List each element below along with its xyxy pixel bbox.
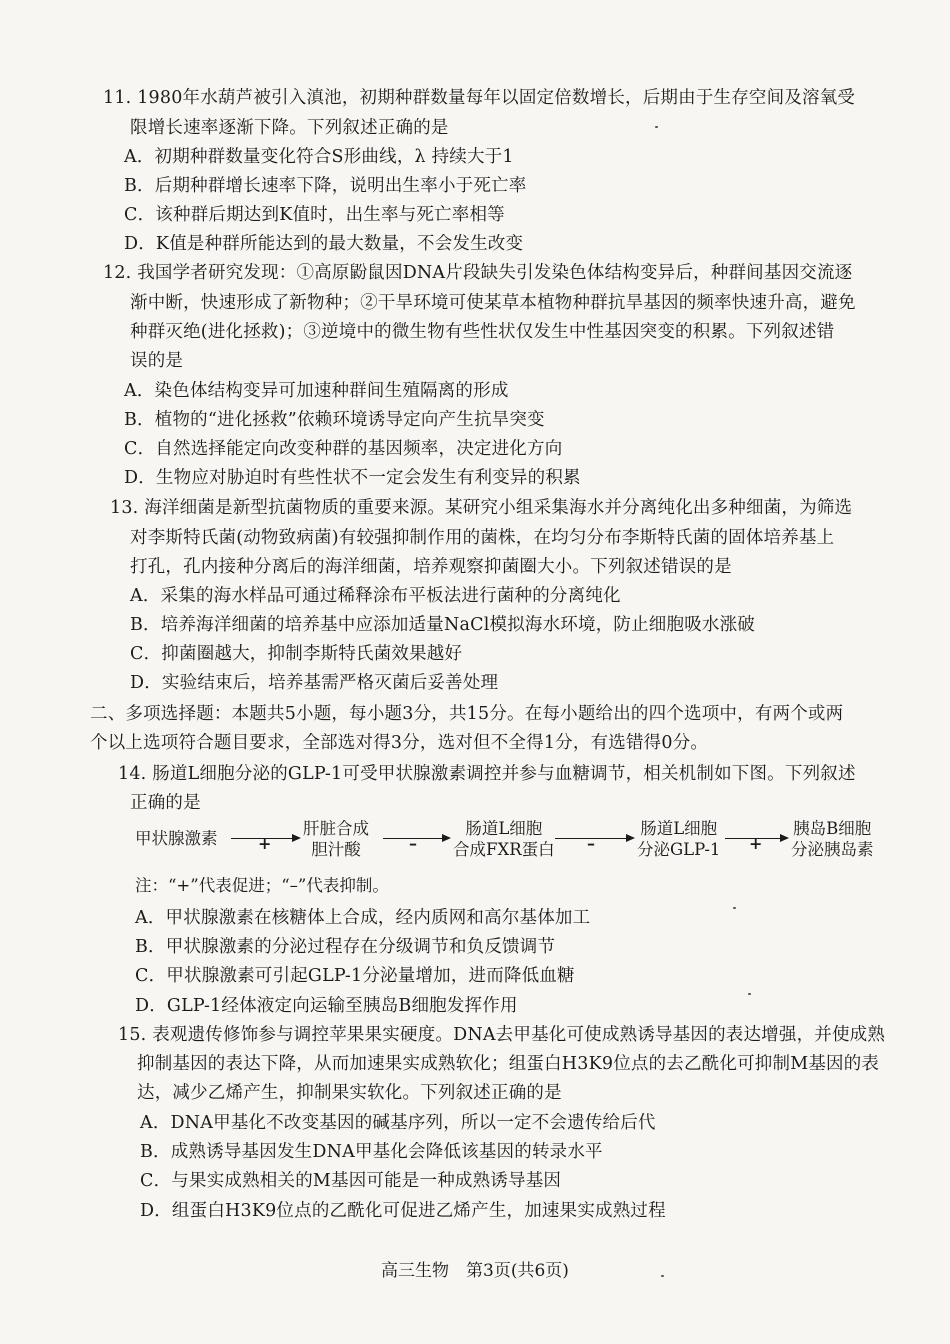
q12-option-b: B．植物的“进化拯救”依赖环境诱导定向产生抗旱突变 [124, 410, 545, 430]
section2-heading-line1: 二、多项选择题：本题共5小题，每小题3分，共15分。在每小题给出的四个选项中，有两个或两 [90, 704, 844, 724]
q11-option-a: A．初期种群数量变化符合S形曲线，λ 持续大于1 [124, 147, 514, 167]
diagram-node-l-cell-glp1 [637, 818, 720, 860]
diagram-sign: + [749, 834, 763, 853]
diagram-node-thyroid-hormone [135, 828, 218, 849]
q15-option-b: B．成熟诱导基因发生DNA甲基化会降低该基因的转录水平 [140, 1142, 603, 1162]
section2-heading-line2: 个以上选项符合题目要求，全部选对得3分，选对但不全得1分，有选错得0分。 [90, 733, 709, 753]
q13-option-c: C．抑菌圈越大，抑制李斯特氏菌效果越好 [130, 644, 463, 664]
q12-option-c: C．自然选择能定向改变种群的基因频率，决定进化方向 [124, 439, 563, 459]
diagram-sign: – [587, 834, 595, 853]
q11-stem-line1: 11. 1980年水葫芦被引入滇池，初期种群数量每年以固定倍数增长，后期由于生存空间及溶氧受 [103, 88, 856, 108]
diagram-arrow-inhibit [383, 834, 449, 853]
q13-option-a: A．采集的海水样品可通过稀释涂布平板法进行菌种的分离纯化 [130, 586, 621, 606]
q15-stem-line1: 15. 表观遗传修饰参与调控苹果果实硬度。DNA去甲基化可使成熟诱导基因的表达增强，并使成熟 [118, 1025, 886, 1045]
diagram-node-label: 肠道L细胞 [640, 819, 718, 838]
q13-stem-line1: 13. 海洋细菌是新型抗菌物质的重要来源。某研究小组采集海水并分离纯化出多种细菌，为筛选 [110, 498, 853, 518]
scan-speck [655, 126, 658, 128]
diagram-node-sublabel: 合成FXR蛋白 [453, 840, 555, 859]
q12-stem-line2: 渐中断，快速形成了新物种；②干旱环境可使某草本植物种群抗旱基因的频率快速升高，避免 [130, 293, 856, 313]
q13-stem-line2: 对李斯特氏菌(动物致病菌)有较强抑制作用的菌株，在均匀分布李斯特氏菌的固体培养基上 [130, 528, 835, 548]
q15-stem-line3: 达，减少乙烯产生，抑制果实软化。下列叙述正确的是 [137, 1083, 562, 1103]
q14-option-d: D．GLP-1经体液定向运输至胰岛B细胞发挥作用 [135, 996, 518, 1016]
diagram-node-sublabel: 分泌胰岛素 [791, 840, 874, 859]
diagram-node-label: 甲状腺激素 [135, 829, 218, 848]
diagram-node-sublabel: 胆汁酸 [311, 840, 361, 859]
q14-option-a: A．甲状腺激素在核糖体上合成，经内质网和高尔基体加工 [135, 908, 591, 928]
q14-option-b: B．甲状腺激素的分泌过程存在分级调节和负反馈调节 [135, 937, 556, 957]
q12-stem-line4: 误的是 [130, 351, 184, 371]
q13-option-b: B．培养海洋细菌的培养基中应添加适量NaCl模拟海水环境，防止细胞吸水涨破 [130, 615, 755, 635]
diagram-node-l-cell-fxr [453, 818, 555, 860]
diagram-node-label: 肝脏合成 [303, 819, 369, 838]
q12-option-a: A．染色体结构变异可加速种群间生殖隔离的形成 [124, 381, 509, 401]
diagram-node-liver-bile-acid [303, 818, 369, 860]
scan-speck [733, 907, 736, 909]
diagram-sign: + [258, 834, 272, 853]
q14-stem-line1: 14. 肠道L细胞分泌的GLP-1可受甲状腺激素调控并参与血糖调节，相关机制如下图。下列叙述 [118, 764, 856, 784]
regulation-flow-diagram [135, 818, 895, 868]
page-footer: 高三生物 第3页(共6页) [381, 1261, 569, 1281]
q13-option-d: D．实验结束后，培养基需严格灭菌后妥善处理 [130, 673, 499, 693]
diagram-arrow-promote [231, 834, 299, 853]
q14-option-c: C．甲状腺激素可引起GLP-1分泌量增加，进而降低血糖 [135, 966, 575, 986]
diagram-arrow-promote [725, 834, 787, 853]
q12-stem-line1: 12. 我国学者研究发现：①高原鼢鼠因DNA片段缺失引发染色体结构变异后，种群间基因交流逐 [103, 263, 853, 283]
diagram-arrow-inhibit [555, 834, 633, 853]
q11-option-d: D．K值是种群所能达到的最大数量，不会发生改变 [124, 234, 524, 254]
q15-option-a: A．DNA甲基化不改变基因的碱基序列，所以一定不会遗传给后代 [140, 1113, 656, 1133]
q14-stem-line2: 正确的是 [130, 793, 201, 813]
q11-option-c: C．该种群后期达到K值时，出生率与死亡率相等 [124, 205, 505, 225]
diagram-node-beta-cell-insulin [791, 818, 874, 860]
q15-option-c: C．与果实成熟相关的M基因可能是一种成熟诱导基因 [140, 1171, 562, 1191]
q13-stem-line3: 打孔，孔内接种分离后的海洋细菌，培养观察抑菌圈大小。下列叙述错误的是 [130, 557, 732, 577]
scan-speck [748, 993, 751, 995]
diagram-node-label: 胰岛B细胞 [793, 819, 872, 838]
q11-option-b: B．后期种群增长速率下降，说明出生率小于死亡率 [124, 176, 527, 196]
q15-stem-line2: 抑制基因的表达下降，从而加速果实成熟软化；组蛋白H3K9位点的去乙酰化可抑制M基因的表 [137, 1054, 880, 1074]
q15-option-d: D．组蛋白H3K9位点的乙酰化可促进乙烯产生，加速果实成熟过程 [140, 1201, 666, 1221]
q11-stem-line2: 限增长速率逐渐下降。下列叙述正确的是 [130, 118, 449, 138]
q12-option-d: D．生物应对胁迫时有些性状不一定会发生有利变异的积累 [124, 468, 581, 488]
diagram-sign: – [409, 834, 417, 853]
diagram-note: 注：“+”代表促进；“–”代表抑制。 [135, 876, 389, 895]
diagram-node-label: 肠道L细胞 [465, 819, 543, 838]
diagram-node-sublabel: 分泌GLP-1 [637, 840, 721, 859]
q12-stem-line3: 种群灭绝(进化拯救)；③逆境中的微生物有些性状仅发生中性基因突变的积累。下列叙述错 [130, 322, 835, 342]
